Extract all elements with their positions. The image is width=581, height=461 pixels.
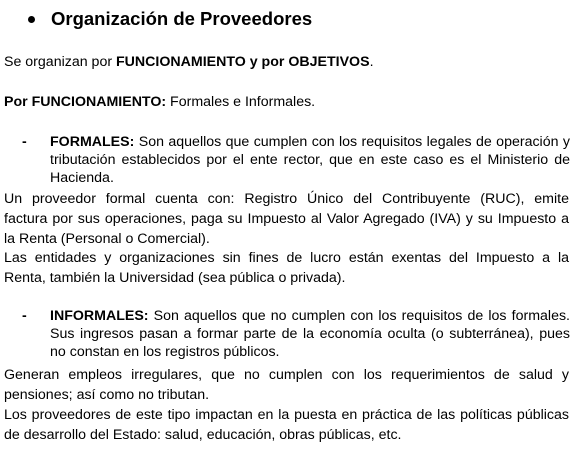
informales-p1-line-1: Generan empleos irregulares, que no cumplen con los requerimientos de salud y [4, 367, 569, 383]
heading-text: Organización de Proveedores [51, 8, 313, 29]
por-funcionamiento-text: Formales e Informales. [166, 94, 316, 110]
formales-p1-line-3: la Renta (Personal o Comercial). [4, 231, 210, 247]
dash-marker: - [22, 308, 27, 324]
informales-line-2: Sus ingresos pasan a formar parte de la economía oculta (o subterránea), pues [50, 326, 570, 342]
formales-line-1-text: Son aquellos que cumplen con los requisitos legales de operación y [134, 134, 570, 150]
formales-p2-line-2: Renta, también la Universidad (sea pública o privada). [4, 270, 346, 286]
formales-bold: FORMALES: [50, 134, 135, 150]
informales-line-3: no constan en los registros públicos. [50, 344, 280, 360]
por-funcionamiento-paragraph [4, 93, 315, 111]
informales-p2-line-1: Los proveedores de este tipo impactan en la puesta en práctica de las políticas públicas [4, 407, 569, 423]
formales-line-3: Hacienda. [50, 170, 114, 186]
por-funcionamiento-bold: Por FUNCIONAMIENTO: [4, 94, 167, 110]
formales-line-1 [50, 133, 570, 151]
formales-line-2: tributación establecidos por el ente rector, que en este caso es el Ministerio de [50, 152, 570, 168]
intro-prefix: Se organizan por [4, 54, 116, 70]
intro-bold: FUNCIONAMIENTO y por OBJETIVOS [116, 54, 370, 70]
informales-bold: INFORMALES: [50, 308, 149, 324]
informales-line-1-text: Son aquellos que no cumplen con los requisitos de los formales. [148, 308, 570, 324]
informales-item [22, 307, 570, 361]
formales-p1-line-1: Un proveedor formal cuenta con: Registro Único del Contribuyente (RUC), emite [4, 191, 569, 207]
informales-p2-line-2: de desarrollo del Estado: salud, educación, obras públicas, etc. [4, 427, 402, 443]
formales-item [22, 133, 570, 187]
formales-p1-line-2: factura por sus operaciones, paga su Impuesto al Valor Agregado (IVA) y su Impuesto a [4, 211, 569, 227]
intro-suffix: . [369, 54, 374, 70]
informales-p1-line-2: pensiones; así como no tributan. [4, 387, 210, 403]
dash-marker: - [22, 134, 27, 150]
intro-paragraph [4, 53, 374, 71]
section-heading [28, 8, 312, 30]
formales-p2-line-1: Las entidades y organizaciones sin fines de lucro están exentas del Impuesto a la [4, 250, 569, 266]
informales-line-1 [50, 307, 570, 325]
bullet-icon [28, 16, 35, 23]
